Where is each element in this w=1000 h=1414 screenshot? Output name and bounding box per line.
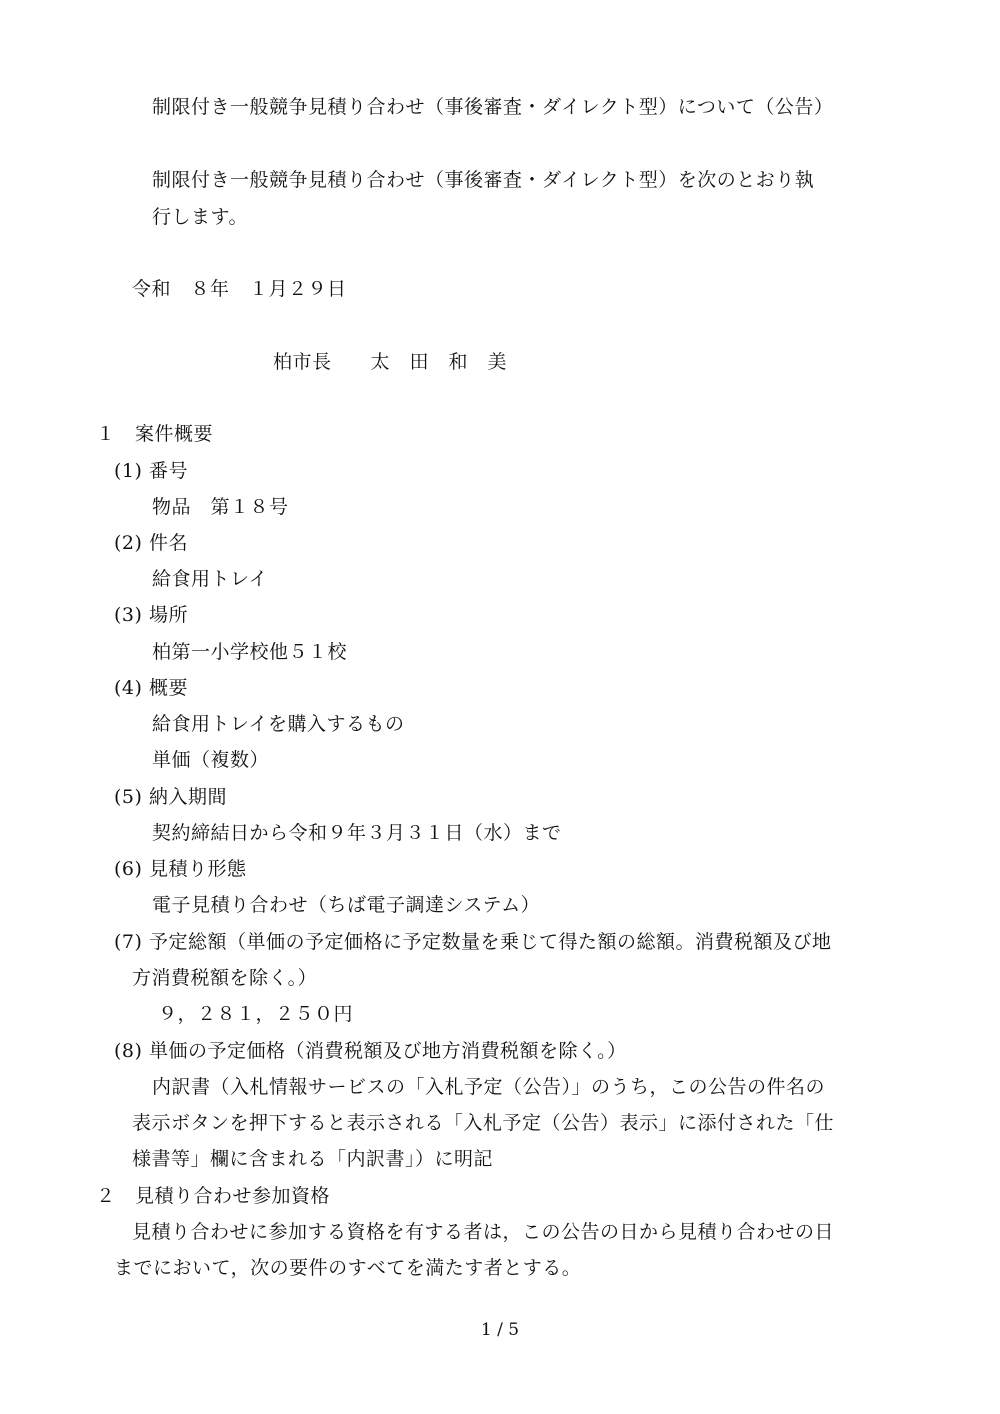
section-2-heading: ２ 見積り合わせ参加資格: [96, 1185, 331, 1207]
item-2-label: (2) 件名: [114, 532, 188, 554]
item-5-value: 契約締結日から令和９年３月３１日（水）まで: [152, 822, 562, 844]
notice-date: 令和 ８年 １月２９日: [132, 278, 347, 300]
item-5-label: (5) 納入期間: [114, 786, 227, 808]
section-1-heading: １ 案件概要: [96, 423, 214, 445]
intro-line-1: 制限付き一般競争見積り合わせ（事後審査・ダイレクト型）を次のとおり執: [152, 169, 815, 191]
item-3-label: (3) 場所: [114, 604, 188, 626]
item-4-label: (4) 概要: [114, 677, 188, 699]
item-2-value: 給食用トレイ: [152, 568, 269, 590]
item-7-value: ９，２８１，２５０円: [158, 1003, 354, 1025]
item-3-value: 柏第一小学校他５１校: [152, 641, 348, 663]
page-number: 1 / 5: [480, 1320, 520, 1340]
item-8-line-2: 表示ボタンを押下すると表示される「入札予定（公告）表示」に添付された「仕: [132, 1112, 835, 1134]
item-1-value: 物品 第１８号: [152, 496, 289, 518]
page-title: 制限付き一般競争見積り合わせ（事後審査・ダイレクト型）について（公告）: [152, 96, 834, 118]
item-8-line-3: 様書等」欄に含まれる「内訳書」）に明記: [132, 1148, 494, 1170]
item-6-label: (6) 見積り形態: [114, 858, 247, 880]
issuer-name: 柏市長 太 田 和 美: [273, 351, 508, 373]
item-4-value-1: 給食用トレイを購入するもの: [152, 713, 405, 735]
item-8-label: (8) 単価の予定価格（消費税額及び地方消費税額を除く。）: [114, 1040, 627, 1062]
item-7-label: (7) 予定総額（単価の予定価格に予定数量を乗じて得た額の総額。消費税額及び地: [114, 931, 832, 953]
item-4-value-2: 単価（複数）: [152, 749, 270, 771]
section-2-line-1: 見積り合わせに参加する資格を有する者は，この公告の日から見積り合わせの日: [132, 1221, 835, 1243]
intro-line-2: 行します。: [152, 206, 248, 228]
item-6-value: 電子見積り合わせ（ちば電子調達システム）: [152, 894, 541, 916]
item-7-label-cont: 方消費税額を除く。）: [132, 967, 318, 989]
item-1-label: (1) 番号: [114, 460, 188, 482]
item-8-line-1: 内訳書（入札情報サービスの「入札予定（公告）」のうち，この公告の件名の: [152, 1076, 826, 1098]
section-2-line-2: までにおいて，次の要件のすべてを満たす者とする。: [114, 1257, 582, 1279]
